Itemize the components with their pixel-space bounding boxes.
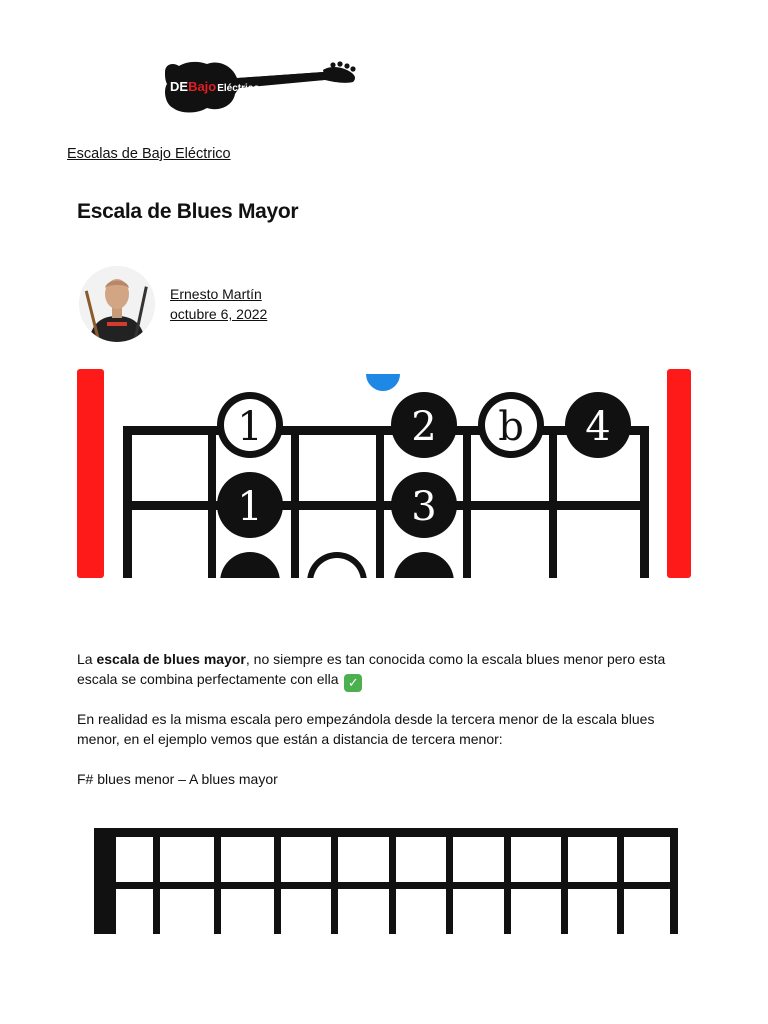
- note-label: 2: [411, 404, 437, 450]
- logo-electrico: Eléctrico: [217, 83, 260, 94]
- note-dot: [217, 472, 283, 538]
- tuning-peg: [330, 62, 335, 67]
- page-title: Escala de Blues Mayor: [77, 200, 299, 223]
- note-dot: [217, 392, 283, 458]
- logo-de: DE: [170, 79, 189, 94]
- note-label: 1: [237, 404, 263, 450]
- tuning-peg: [344, 63, 349, 68]
- bass-headstock: [323, 67, 355, 83]
- check-mark-icon: ✓: [344, 674, 362, 692]
- explanation-paragraph: En realidad es la misma escala pero empezándola desde la tercera menor de la escala blues menor, en el ejemplo vemos que están a distancia de tercera menor:: [77, 711, 655, 747]
- intro-text-rest: , no siempre es tan conocida como la escala blues menor pero esta escala se combina perfectamente con ella: [77, 651, 666, 687]
- note-dot: [565, 392, 631, 458]
- person-icon: [79, 266, 155, 342]
- note-label: 4: [585, 404, 611, 450]
- intro-paragraph: [77, 649, 697, 692]
- note-dot: [478, 392, 544, 458]
- logo-bajo: Bajo: [188, 79, 217, 94]
- note-label: 1: [237, 484, 263, 530]
- post-date-link[interactable]: octubre 6, 2022: [170, 306, 268, 322]
- tuning-peg: [337, 61, 342, 66]
- note-dot-partial: [220, 552, 454, 578]
- logo-wordmark: [170, 76, 259, 98]
- example-paragraph: F# blues menor – A blues mayor: [77, 771, 278, 787]
- intro-bold-term: escala de blues mayor: [96, 651, 246, 667]
- fretboard-diagram: [94, 828, 678, 934]
- author-avatar[interactable]: [79, 266, 155, 342]
- diagram-right-accent: [667, 369, 691, 578]
- author-link[interactable]: Ernesto Martín: [170, 286, 262, 302]
- note-dot: [391, 392, 457, 458]
- fretboard-nut: [94, 828, 116, 934]
- note-dot: [391, 472, 457, 538]
- note-label: 3: [411, 484, 437, 530]
- blues-scale-diagram: [77, 369, 691, 578]
- intro-text-start: La: [77, 651, 97, 667]
- note-label: b: [498, 404, 524, 450]
- breadcrumb-link[interactable]: Escalas de Bajo Eléctrico: [67, 146, 231, 162]
- tuning-peg: [350, 66, 355, 71]
- diagram-left-accent: [77, 369, 104, 578]
